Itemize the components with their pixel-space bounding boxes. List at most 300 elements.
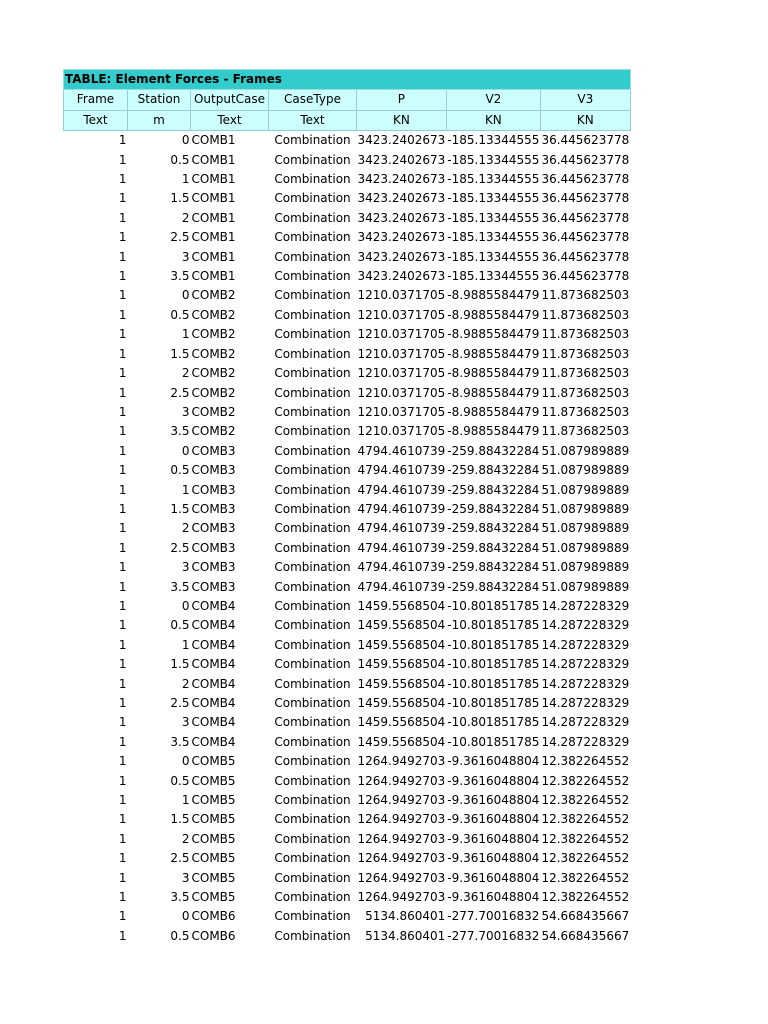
cell-v3[interactable]: 12.382264552 [540, 752, 630, 771]
cell-frame[interactable]: 1 [64, 325, 128, 344]
cell-p[interactable]: 3423.2402673 [357, 151, 447, 170]
cell-v2[interactable]: -8.9885584479 [446, 306, 540, 325]
cell-outputcase[interactable]: COMB2 [191, 364, 269, 383]
cell-casetype[interactable]: Combination [269, 733, 357, 752]
cell-p[interactable]: 4794.4610739 [357, 519, 447, 538]
cell-v2[interactable]: -185.13344555 [446, 170, 540, 189]
cell-outputcase[interactable]: COMB4 [191, 616, 269, 635]
cell-v3[interactable]: 11.873682503 [540, 306, 630, 325]
cell-v2[interactable]: -9.3616048804 [446, 752, 540, 771]
cell-casetype[interactable]: Combination [269, 151, 357, 170]
cell-outputcase[interactable]: COMB1 [191, 248, 269, 267]
cell-p[interactable]: 5134.860401 [357, 907, 447, 926]
cell-frame[interactable]: 1 [64, 403, 128, 422]
cell-outputcase[interactable]: COMB5 [191, 849, 269, 868]
cell-p[interactable]: 4794.4610739 [357, 558, 447, 577]
cell-outputcase[interactable]: COMB4 [191, 675, 269, 694]
cell-v2[interactable]: -9.3616048804 [446, 810, 540, 829]
cell-station[interactable]: 0.5 [128, 151, 191, 170]
cell-frame[interactable]: 1 [64, 849, 128, 868]
cell-p[interactable]: 1459.5568504 [357, 636, 447, 655]
cell-p[interactable]: 3423.2402673 [357, 248, 447, 267]
cell-outputcase[interactable]: COMB3 [191, 481, 269, 500]
cell-v3[interactable]: 51.087989889 [540, 578, 630, 597]
cell-outputcase[interactable]: COMB6 [191, 907, 269, 926]
header-v2[interactable]: V2 [446, 90, 540, 110]
cell-outputcase[interactable]: COMB2 [191, 286, 269, 305]
cell-station[interactable]: 2 [128, 830, 191, 849]
cell-p[interactable]: 1210.0371705 [357, 384, 447, 403]
cell-outputcase[interactable]: COMB1 [191, 267, 269, 286]
cell-outputcase[interactable]: COMB3 [191, 461, 269, 480]
cell-p[interactable]: 1264.9492703 [357, 830, 447, 849]
cell-station[interactable]: 0.5 [128, 616, 191, 635]
cell-casetype[interactable]: Combination [269, 267, 357, 286]
cell-v3[interactable]: 11.873682503 [540, 403, 630, 422]
cell-casetype[interactable]: Combination [269, 791, 357, 810]
cell-outputcase[interactable]: COMB2 [191, 325, 269, 344]
cell-frame[interactable]: 1 [64, 539, 128, 558]
cell-casetype[interactable]: Combination [269, 578, 357, 597]
cell-casetype[interactable]: Combination [269, 772, 357, 791]
cell-frame[interactable]: 1 [64, 131, 128, 151]
cell-outputcase[interactable]: COMB1 [191, 131, 269, 151]
cell-v2[interactable]: -259.88432284 [446, 558, 540, 577]
cell-station[interactable]: 2.5 [128, 384, 191, 403]
cell-outputcase[interactable]: COMB5 [191, 752, 269, 771]
cell-p[interactable]: 1459.5568504 [357, 616, 447, 635]
cell-p[interactable]: 3423.2402673 [357, 170, 447, 189]
cell-v2[interactable]: -185.13344555 [446, 209, 540, 228]
cell-v2[interactable]: -185.13344555 [446, 248, 540, 267]
cell-v3[interactable]: 12.382264552 [540, 888, 630, 907]
cell-p[interactable]: 1459.5568504 [357, 713, 447, 732]
cell-p[interactable]: 1459.5568504 [357, 733, 447, 752]
cell-frame[interactable]: 1 [64, 209, 128, 228]
cell-p[interactable]: 1264.9492703 [357, 791, 447, 810]
cell-v2[interactable]: -8.9885584479 [446, 422, 540, 441]
cell-v3[interactable]: 36.445623778 [540, 170, 630, 189]
cell-frame[interactable]: 1 [64, 422, 128, 441]
cell-v2[interactable]: -10.801851785 [446, 694, 540, 713]
cell-casetype[interactable]: Combination [269, 461, 357, 480]
cell-frame[interactable]: 1 [64, 888, 128, 907]
cell-casetype[interactable]: Combination [269, 286, 357, 305]
cell-v2[interactable]: -259.88432284 [446, 500, 540, 519]
cell-station[interactable]: 3 [128, 558, 191, 577]
cell-frame[interactable]: 1 [64, 519, 128, 538]
cell-v3[interactable]: 51.087989889 [540, 500, 630, 519]
cell-v3[interactable]: 36.445623778 [540, 189, 630, 208]
cell-casetype[interactable]: Combination [269, 830, 357, 849]
cell-p[interactable]: 1459.5568504 [357, 694, 447, 713]
cell-outputcase[interactable]: COMB1 [191, 228, 269, 247]
cell-v2[interactable]: -10.801851785 [446, 675, 540, 694]
cell-outputcase[interactable]: COMB1 [191, 189, 269, 208]
cell-p[interactable]: 1459.5568504 [357, 675, 447, 694]
cell-v3[interactable]: 11.873682503 [540, 422, 630, 441]
cell-frame[interactable]: 1 [64, 927, 128, 946]
cell-frame[interactable]: 1 [64, 616, 128, 635]
cell-frame[interactable]: 1 [64, 228, 128, 247]
cell-station[interactable]: 1.5 [128, 810, 191, 829]
cell-p[interactable]: 3423.2402673 [357, 267, 447, 286]
cell-outputcase[interactable]: COMB4 [191, 636, 269, 655]
header-outputcase[interactable]: OutputCase [191, 90, 269, 110]
cell-casetype[interactable]: Combination [269, 539, 357, 558]
cell-v2[interactable]: -10.801851785 [446, 733, 540, 752]
cell-casetype[interactable]: Combination [269, 500, 357, 519]
cell-station[interactable]: 3 [128, 869, 191, 888]
cell-p[interactable]: 1459.5568504 [357, 597, 447, 616]
cell-outputcase[interactable]: COMB2 [191, 422, 269, 441]
cell-station[interactable]: 2 [128, 364, 191, 383]
cell-station[interactable]: 1.5 [128, 189, 191, 208]
cell-casetype[interactable]: Combination [269, 810, 357, 829]
cell-p[interactable]: 1459.5568504 [357, 655, 447, 674]
cell-p[interactable]: 1264.9492703 [357, 752, 447, 771]
cell-v2[interactable]: -9.3616048804 [446, 791, 540, 810]
cell-station[interactable]: 0.5 [128, 772, 191, 791]
cell-outputcase[interactable]: COMB2 [191, 384, 269, 403]
header-frame[interactable]: Frame [64, 90, 128, 110]
cell-v2[interactable]: -277.70016832 [446, 927, 540, 946]
cell-casetype[interactable]: Combination [269, 131, 357, 151]
cell-station[interactable]: 3.5 [128, 733, 191, 752]
cell-v3[interactable]: 36.445623778 [540, 248, 630, 267]
cell-frame[interactable]: 1 [64, 733, 128, 752]
cell-frame[interactable]: 1 [64, 286, 128, 305]
cell-frame[interactable]: 1 [64, 675, 128, 694]
cell-frame[interactable]: 1 [64, 713, 128, 732]
cell-outputcase[interactable]: COMB1 [191, 209, 269, 228]
cell-v2[interactable]: -185.13344555 [446, 228, 540, 247]
cell-station[interactable]: 2 [128, 519, 191, 538]
cell-v2[interactable]: -9.3616048804 [446, 869, 540, 888]
cell-v2[interactable]: -10.801851785 [446, 636, 540, 655]
cell-frame[interactable]: 1 [64, 461, 128, 480]
cell-casetype[interactable]: Combination [269, 403, 357, 422]
cell-station[interactable]: 2 [128, 675, 191, 694]
cell-frame[interactable]: 1 [64, 384, 128, 403]
cell-station[interactable]: 1 [128, 636, 191, 655]
cell-outputcase[interactable]: COMB3 [191, 558, 269, 577]
cell-frame[interactable]: 1 [64, 306, 128, 325]
cell-v3[interactable]: 11.873682503 [540, 384, 630, 403]
cell-casetype[interactable]: Combination [269, 345, 357, 364]
cell-p[interactable]: 1264.9492703 [357, 849, 447, 868]
cell-p[interactable]: 1210.0371705 [357, 325, 447, 344]
cell-casetype[interactable]: Combination [269, 655, 357, 674]
cell-casetype[interactable]: Combination [269, 713, 357, 732]
cell-station[interactable]: 3.5 [128, 888, 191, 907]
cell-casetype[interactable]: Combination [269, 248, 357, 267]
cell-v3[interactable]: 14.287228329 [540, 636, 630, 655]
cell-station[interactable]: 1.5 [128, 345, 191, 364]
cell-v3[interactable]: 36.445623778 [540, 131, 630, 151]
cell-v3[interactable]: 51.087989889 [540, 442, 630, 461]
cell-frame[interactable]: 1 [64, 869, 128, 888]
cell-outputcase[interactable]: COMB5 [191, 810, 269, 829]
cell-v2[interactable]: -185.13344555 [446, 151, 540, 170]
cell-outputcase[interactable]: COMB4 [191, 655, 269, 674]
cell-frame[interactable]: 1 [64, 810, 128, 829]
cell-outputcase[interactable]: COMB1 [191, 151, 269, 170]
cell-station[interactable]: 1 [128, 325, 191, 344]
cell-v3[interactable]: 36.445623778 [540, 209, 630, 228]
cell-v3[interactable]: 12.382264552 [540, 810, 630, 829]
cell-frame[interactable]: 1 [64, 830, 128, 849]
cell-frame[interactable]: 1 [64, 752, 128, 771]
cell-p[interactable]: 1210.0371705 [357, 422, 447, 441]
cell-frame[interactable]: 1 [64, 558, 128, 577]
cell-frame[interactable]: 1 [64, 442, 128, 461]
cell-v2[interactable]: -8.9885584479 [446, 384, 540, 403]
cell-casetype[interactable]: Combination [269, 228, 357, 247]
cell-casetype[interactable]: Combination [269, 306, 357, 325]
cell-frame[interactable]: 1 [64, 655, 128, 674]
cell-outputcase[interactable]: COMB5 [191, 772, 269, 791]
cell-casetype[interactable]: Combination [269, 384, 357, 403]
cell-v3[interactable]: 14.287228329 [540, 733, 630, 752]
cell-p[interactable]: 4794.4610739 [357, 578, 447, 597]
cell-v3[interactable]: 14.287228329 [540, 616, 630, 635]
cell-casetype[interactable]: Combination [269, 869, 357, 888]
cell-v2[interactable]: -185.13344555 [446, 189, 540, 208]
cell-v2[interactable]: -10.801851785 [446, 713, 540, 732]
cell-frame[interactable]: 1 [64, 907, 128, 926]
cell-p[interactable]: 4794.4610739 [357, 461, 447, 480]
cell-v2[interactable]: -9.3616048804 [446, 888, 540, 907]
cell-outputcase[interactable]: COMB4 [191, 733, 269, 752]
header-p[interactable]: P [357, 90, 447, 110]
cell-frame[interactable]: 1 [64, 248, 128, 267]
cell-station[interactable]: 0 [128, 131, 191, 151]
cell-frame[interactable]: 1 [64, 267, 128, 286]
cell-p[interactable]: 1264.9492703 [357, 810, 447, 829]
cell-frame[interactable]: 1 [64, 772, 128, 791]
cell-casetype[interactable]: Combination [269, 888, 357, 907]
cell-p[interactable]: 1264.9492703 [357, 772, 447, 791]
cell-v3[interactable]: 12.382264552 [540, 791, 630, 810]
cell-station[interactable]: 3.5 [128, 578, 191, 597]
cell-p[interactable]: 1264.9492703 [357, 888, 447, 907]
cell-v3[interactable]: 51.087989889 [540, 481, 630, 500]
cell-v3[interactable]: 12.382264552 [540, 849, 630, 868]
cell-station[interactable]: 3.5 [128, 267, 191, 286]
cell-v3[interactable]: 14.287228329 [540, 694, 630, 713]
cell-v3[interactable]: 54.668435667 [540, 907, 630, 926]
cell-station[interactable]: 0 [128, 286, 191, 305]
cell-station[interactable]: 1 [128, 170, 191, 189]
cell-v2[interactable]: -8.9885584479 [446, 286, 540, 305]
cell-v3[interactable]: 36.445623778 [540, 151, 630, 170]
cell-v3[interactable]: 36.445623778 [540, 267, 630, 286]
cell-v2[interactable]: -10.801851785 [446, 597, 540, 616]
cell-p[interactable]: 3423.2402673 [357, 209, 447, 228]
cell-casetype[interactable]: Combination [269, 616, 357, 635]
cell-outputcase[interactable]: COMB3 [191, 500, 269, 519]
cell-casetype[interactable]: Combination [269, 636, 357, 655]
cell-v2[interactable]: -259.88432284 [446, 481, 540, 500]
cell-casetype[interactable]: Combination [269, 519, 357, 538]
cell-outputcase[interactable]: COMB3 [191, 519, 269, 538]
cell-p[interactable]: 3423.2402673 [357, 189, 447, 208]
cell-station[interactable]: 1.5 [128, 655, 191, 674]
cell-outputcase[interactable]: COMB4 [191, 694, 269, 713]
cell-outputcase[interactable]: COMB6 [191, 927, 269, 946]
cell-p[interactable]: 4794.4610739 [357, 500, 447, 519]
cell-outputcase[interactable]: COMB3 [191, 442, 269, 461]
cell-casetype[interactable]: Combination [269, 325, 357, 344]
cell-v3[interactable]: 14.287228329 [540, 597, 630, 616]
cell-v2[interactable]: -259.88432284 [446, 461, 540, 480]
cell-outputcase[interactable]: COMB3 [191, 578, 269, 597]
cell-station[interactable]: 0 [128, 752, 191, 771]
cell-p[interactable]: 5134.860401 [357, 927, 447, 946]
cell-frame[interactable]: 1 [64, 694, 128, 713]
cell-v3[interactable]: 36.445623778 [540, 228, 630, 247]
cell-casetype[interactable]: Combination [269, 927, 357, 946]
cell-casetype[interactable]: Combination [269, 364, 357, 383]
cell-station[interactable]: 1 [128, 481, 191, 500]
cell-v2[interactable]: -259.88432284 [446, 578, 540, 597]
cell-casetype[interactable]: Combination [269, 209, 357, 228]
cell-station[interactable]: 0 [128, 597, 191, 616]
cell-p[interactable]: 4794.4610739 [357, 481, 447, 500]
cell-casetype[interactable]: Combination [269, 170, 357, 189]
cell-frame[interactable]: 1 [64, 481, 128, 500]
cell-casetype[interactable]: Combination [269, 675, 357, 694]
cell-outputcase[interactable]: COMB5 [191, 869, 269, 888]
cell-v2[interactable]: -259.88432284 [446, 539, 540, 558]
cell-frame[interactable]: 1 [64, 189, 128, 208]
cell-outputcase[interactable]: COMB5 [191, 791, 269, 810]
cell-v2[interactable]: -9.3616048804 [446, 830, 540, 849]
cell-outputcase[interactable]: COMB2 [191, 345, 269, 364]
cell-v3[interactable]: 51.087989889 [540, 519, 630, 538]
cell-outputcase[interactable]: COMB5 [191, 830, 269, 849]
cell-station[interactable]: 2 [128, 209, 191, 228]
cell-casetype[interactable]: Combination [269, 694, 357, 713]
cell-station[interactable]: 2.5 [128, 694, 191, 713]
cell-v2[interactable]: -8.9885584479 [446, 325, 540, 344]
cell-v2[interactable]: -259.88432284 [446, 519, 540, 538]
cell-v3[interactable]: 11.873682503 [540, 364, 630, 383]
cell-station[interactable]: 0 [128, 907, 191, 926]
cell-casetype[interactable]: Combination [269, 849, 357, 868]
cell-v2[interactable]: -259.88432284 [446, 442, 540, 461]
cell-v3[interactable]: 51.087989889 [540, 558, 630, 577]
cell-v2[interactable]: -10.801851785 [446, 616, 540, 635]
cell-station[interactable]: 0.5 [128, 927, 191, 946]
cell-outputcase[interactable]: COMB2 [191, 403, 269, 422]
cell-v3[interactable]: 54.668435667 [540, 927, 630, 946]
header-station[interactable]: Station [128, 90, 191, 110]
cell-casetype[interactable]: Combination [269, 422, 357, 441]
cell-v3[interactable]: 12.382264552 [540, 830, 630, 849]
cell-v3[interactable]: 12.382264552 [540, 869, 630, 888]
cell-outputcase[interactable]: COMB4 [191, 713, 269, 732]
cell-outputcase[interactable]: COMB3 [191, 539, 269, 558]
cell-station[interactable]: 3 [128, 248, 191, 267]
cell-v3[interactable]: 14.287228329 [540, 713, 630, 732]
header-casetype[interactable]: CaseType [269, 90, 357, 110]
cell-casetype[interactable]: Combination [269, 752, 357, 771]
cell-v2[interactable]: -8.9885584479 [446, 403, 540, 422]
cell-v3[interactable]: 12.382264552 [540, 772, 630, 791]
cell-v2[interactable]: -185.13344555 [446, 267, 540, 286]
cell-station[interactable]: 3 [128, 713, 191, 732]
cell-v2[interactable]: -9.3616048804 [446, 849, 540, 868]
cell-v3[interactable]: 51.087989889 [540, 461, 630, 480]
cell-p[interactable]: 3423.2402673 [357, 131, 447, 151]
cell-station[interactable]: 2.5 [128, 228, 191, 247]
cell-v3[interactable]: 51.087989889 [540, 539, 630, 558]
cell-outputcase[interactable]: COMB1 [191, 170, 269, 189]
cell-v3[interactable]: 11.873682503 [540, 286, 630, 305]
cell-station[interactable]: 0.5 [128, 461, 191, 480]
cell-v2[interactable]: -8.9885584479 [446, 364, 540, 383]
cell-frame[interactable]: 1 [64, 597, 128, 616]
cell-outputcase[interactable]: COMB2 [191, 306, 269, 325]
cell-casetype[interactable]: Combination [269, 597, 357, 616]
cell-casetype[interactable]: Combination [269, 442, 357, 461]
cell-frame[interactable]: 1 [64, 500, 128, 519]
cell-v3[interactable]: 11.873682503 [540, 345, 630, 364]
cell-v3[interactable]: 14.287228329 [540, 655, 630, 674]
cell-v2[interactable]: -10.801851785 [446, 655, 540, 674]
cell-outputcase[interactable]: COMB4 [191, 597, 269, 616]
cell-v2[interactable]: -8.9885584479 [446, 345, 540, 364]
cell-station[interactable]: 2.5 [128, 539, 191, 558]
cell-station[interactable]: 2.5 [128, 849, 191, 868]
cell-v2[interactable]: -9.3616048804 [446, 772, 540, 791]
cell-p[interactable]: 3423.2402673 [357, 228, 447, 247]
cell-frame[interactable]: 1 [64, 345, 128, 364]
cell-casetype[interactable]: Combination [269, 907, 357, 926]
cell-p[interactable]: 4794.4610739 [357, 442, 447, 461]
cell-frame[interactable]: 1 [64, 364, 128, 383]
cell-station[interactable]: 0 [128, 442, 191, 461]
cell-station[interactable]: 3 [128, 403, 191, 422]
cell-p[interactable]: 1210.0371705 [357, 345, 447, 364]
header-v3[interactable]: V3 [540, 90, 630, 110]
cell-station[interactable]: 1 [128, 791, 191, 810]
cell-v2[interactable]: -277.70016832 [446, 907, 540, 926]
cell-v3[interactable]: 14.287228329 [540, 675, 630, 694]
cell-p[interactable]: 1210.0371705 [357, 286, 447, 305]
cell-frame[interactable]: 1 [64, 151, 128, 170]
cell-outputcase[interactable]: COMB5 [191, 888, 269, 907]
cell-casetype[interactable]: Combination [269, 189, 357, 208]
cell-station[interactable]: 3.5 [128, 422, 191, 441]
cell-casetype[interactable]: Combination [269, 481, 357, 500]
cell-frame[interactable]: 1 [64, 791, 128, 810]
cell-v2[interactable]: -185.13344555 [446, 131, 540, 151]
cell-p[interactable]: 4794.4610739 [357, 539, 447, 558]
cell-casetype[interactable]: Combination [269, 558, 357, 577]
cell-v3[interactable]: 11.873682503 [540, 325, 630, 344]
cell-station[interactable]: 0.5 [128, 306, 191, 325]
cell-p[interactable]: 1264.9492703 [357, 869, 447, 888]
cell-frame[interactable]: 1 [64, 578, 128, 597]
cell-station[interactable]: 1.5 [128, 500, 191, 519]
cell-p[interactable]: 1210.0371705 [357, 364, 447, 383]
cell-p[interactable]: 1210.0371705 [357, 403, 447, 422]
cell-frame[interactable]: 1 [64, 170, 128, 189]
cell-frame[interactable]: 1 [64, 636, 128, 655]
